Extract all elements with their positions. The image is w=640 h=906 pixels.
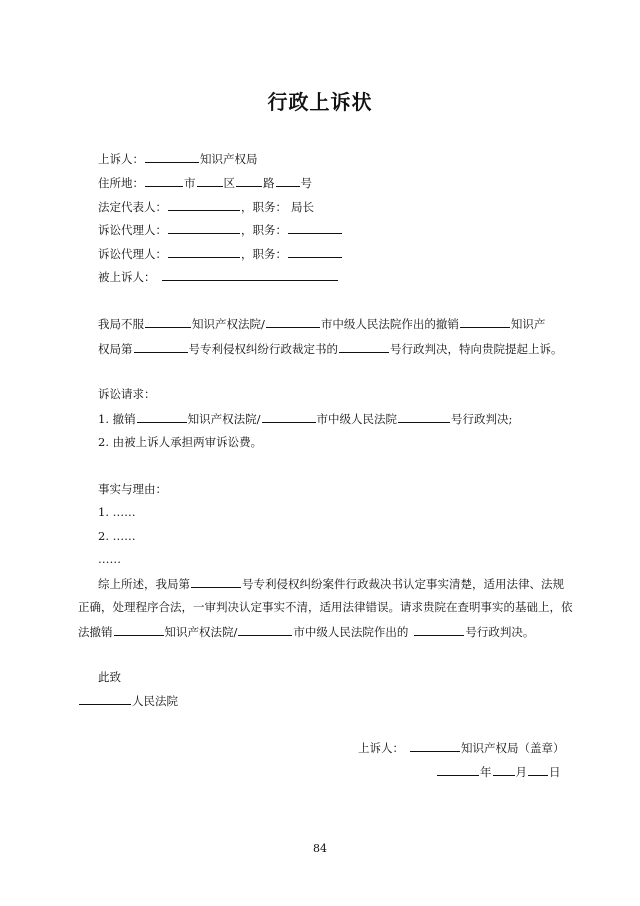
- conclusion-blank-3: [238, 624, 292, 636]
- intro-p6: 号专利侵权纠纷行政裁定书的: [188, 342, 338, 356]
- facts-item-1: 1. ……: [98, 505, 136, 519]
- facts-item-3: ……: [98, 552, 121, 566]
- address-district: 区: [223, 176, 235, 190]
- intro-p3: 市中级人民法院作出的撤销: [320, 317, 459, 331]
- claim-1-blank-1: [137, 411, 187, 423]
- closing-court: 人民法院: [132, 694, 178, 708]
- claims-heading: 诉讼请求：: [98, 387, 156, 401]
- conclusion-l1-a: 综上所述，我局第: [98, 577, 190, 591]
- legal-rep-line: [98, 199, 314, 215]
- address-district-blank: [197, 175, 223, 187]
- address-city-blank: [145, 175, 183, 187]
- agent2-post-label: ，职务：: [241, 247, 287, 261]
- intro-line-2: [98, 341, 563, 357]
- claim-2-line: 2. 由被上诉人承担两审诉讼费。: [98, 435, 263, 449]
- date-day: 日: [549, 765, 561, 779]
- intro-p5: 权局第: [98, 342, 133, 356]
- closing-court-line: [78, 693, 178, 709]
- conclusion-l3-b: 知识产权法院/: [164, 625, 238, 639]
- date-year-blank: [437, 764, 479, 776]
- appellant-blank: [145, 151, 199, 163]
- agent1-blank: [168, 222, 240, 234]
- date-month: 月: [515, 765, 527, 779]
- legal-rep-post-label: ，职务：: [241, 200, 287, 214]
- agent2-post-blank: [288, 246, 342, 258]
- conclusion-line-3: [78, 624, 534, 640]
- closing-salutation: 此致: [98, 670, 121, 684]
- agent1-label: 诉讼代理人：: [98, 223, 167, 237]
- conclusion-l1-b: 号专利侵权纠纷案件行政裁决书认定事实清楚，适用法律、法规: [242, 577, 564, 591]
- conclusion-blank-1: [191, 576, 241, 588]
- conclusion-blank-2: [114, 624, 164, 636]
- appellee-blank: [162, 269, 338, 281]
- conclusion-line-2: 正确，处理程序合法，一审判决认定事实不清，适用法律错误。请求贵院在查明事实的基础上，依: [78, 600, 573, 614]
- signature-label: 上诉人：: [358, 741, 404, 755]
- agent1-post-label: ，职务：: [241, 223, 287, 237]
- address-number: 号: [300, 176, 312, 190]
- intro-blank-3: [460, 316, 510, 328]
- intro-blank-5: [339, 341, 389, 353]
- intro-p7: 号行政判决，特向贵院提起上诉。: [390, 342, 563, 356]
- document-title: 行政上诉状: [267, 90, 373, 114]
- appellee-label: 被上诉人：: [98, 270, 156, 284]
- facts-item-2: 2. ……: [98, 529, 136, 543]
- address-city: 市: [184, 176, 196, 190]
- signature-blank: [410, 740, 460, 752]
- claim-1-a: 1. 撤销: [98, 412, 136, 426]
- intro-p2: 知识产权法院/: [192, 317, 265, 331]
- claim-1-blank-2: [262, 411, 316, 423]
- intro-blank-1: [145, 316, 191, 328]
- agent1-line: [98, 222, 343, 238]
- date-day-blank: [528, 764, 548, 776]
- closing-court-blank: [79, 693, 131, 705]
- conclusion-l3-a: 法撤销: [78, 625, 113, 639]
- date-month-blank: [493, 764, 515, 776]
- signature-line: [358, 740, 565, 756]
- agent2-line: [98, 246, 343, 262]
- claim-1-c: 市中级人民法院: [316, 412, 398, 426]
- legal-rep-blank: [168, 199, 240, 211]
- appellant-suffix: 知识产权局: [200, 152, 258, 166]
- address-road-blank: [236, 175, 262, 187]
- appellee-line: [98, 269, 339, 285]
- conclusion-line-1: [98, 576, 564, 592]
- signature-date-line: [436, 764, 561, 780]
- intro-blank-2: [266, 316, 320, 328]
- appellant-label: 上诉人：: [98, 152, 144, 166]
- agent2-label: 诉讼代理人：: [98, 247, 167, 261]
- claim-1-line: [98, 411, 512, 427]
- agent2-blank: [168, 246, 240, 258]
- intro-blank-4: [134, 341, 188, 353]
- address-road: 路: [263, 176, 275, 190]
- intro-line-1: [98, 316, 545, 332]
- claim-1-b: 知识产权法院/: [187, 412, 261, 426]
- claim-1-d: 号行政判决;: [451, 412, 513, 426]
- conclusion-l3-d: 号行政判决。: [465, 625, 535, 639]
- agent1-post-blank: [288, 222, 342, 234]
- address-label: 住所地：: [98, 176, 144, 190]
- conclusion-blank-4: [414, 624, 464, 636]
- date-year: 年: [480, 765, 492, 779]
- claim-1-blank-3: [398, 411, 450, 423]
- intro-p1: 我局不服: [98, 317, 144, 331]
- legal-rep-post-value: 局长: [291, 200, 314, 214]
- address-line: [98, 175, 312, 191]
- appellant-line: [98, 151, 258, 167]
- intro-p4: 知识产: [510, 317, 546, 331]
- page-number: 84: [313, 842, 327, 855]
- facts-heading: 事实与理由：: [98, 482, 167, 496]
- signature-suffix: 知识产权局（盖章）: [461, 741, 565, 755]
- address-number-blank: [276, 175, 300, 187]
- conclusion-l3-c: 市中级人民法院作出的: [293, 625, 409, 639]
- legal-rep-label: 法定代表人：: [98, 200, 167, 214]
